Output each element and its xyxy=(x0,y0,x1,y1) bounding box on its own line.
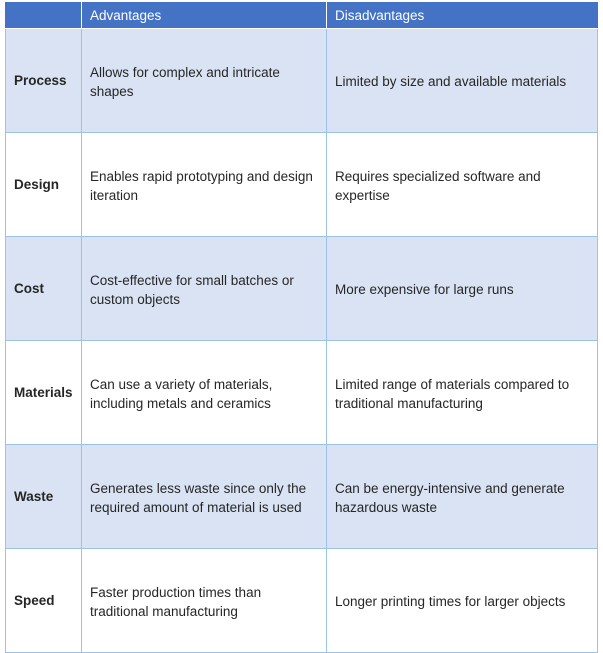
header-advantages: Advantages xyxy=(82,3,327,29)
row-label: Waste xyxy=(6,445,82,549)
disadvantage-cell: Limited range of materials compared to traditional manufacturing xyxy=(327,341,598,445)
disadvantage-cell: Requires specialized software and expertise xyxy=(327,133,598,237)
disadvantage-cell: More expensive for large runs xyxy=(327,237,598,341)
advantage-cell: Generates less waste since only the required amount of material is used xyxy=(82,445,327,549)
header-disadvantages: Disadvantages xyxy=(327,3,598,29)
table-row xyxy=(6,445,598,549)
advantage-cell: Faster production times than traditional manufacturing xyxy=(82,549,327,653)
table-row xyxy=(6,29,598,133)
table-row xyxy=(6,237,598,341)
table-header-row xyxy=(6,3,598,29)
row-label: Cost xyxy=(6,237,82,341)
disadvantage-cell: Limited by size and available materials xyxy=(327,29,598,133)
advantage-cell: Can use a variety of materials, including metals and ceramics xyxy=(82,341,327,445)
comparison-table xyxy=(5,2,598,653)
row-label: Materials xyxy=(6,341,82,445)
row-label: Process xyxy=(6,29,82,133)
advantage-cell: Allows for complex and intricate shapes xyxy=(82,29,327,133)
table-row xyxy=(6,549,598,653)
row-label: Speed xyxy=(6,549,82,653)
disadvantage-cell: Can be energy-intensive and generate hazardous waste xyxy=(327,445,598,549)
advantage-cell: Cost-effective for small batches or custom objects xyxy=(82,237,327,341)
header-corner-cell xyxy=(6,3,82,29)
advantage-cell: Enables rapid prototyping and design iteration xyxy=(82,133,327,237)
table-row xyxy=(6,341,598,445)
table-row xyxy=(6,133,598,237)
disadvantage-cell: Longer printing times for larger objects xyxy=(327,549,598,653)
row-label: Design xyxy=(6,133,82,237)
